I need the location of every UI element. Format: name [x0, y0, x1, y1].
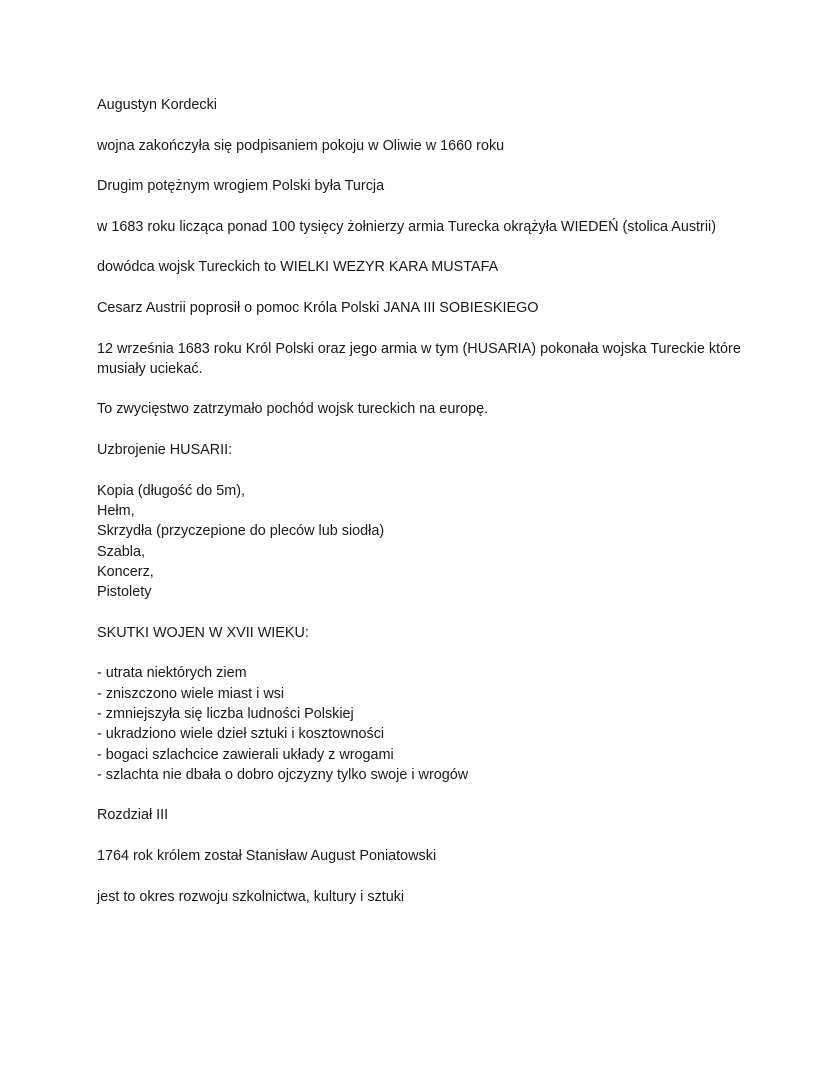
armament-item: Koncerz,	[97, 563, 154, 580]
armament-list	[97, 481, 757, 603]
paragraph-vienna-victory: 12 września 1683 roku Król Polski oraz jego armia w tym (HUSARIA) pokonała wojska Tureckie które musiały uciekać.	[97, 340, 741, 377]
armament-item: Szabla,	[97, 543, 145, 560]
effects-item: - bogaci szlachcice zawierali układy z wrogami	[97, 746, 394, 763]
armament-item: Hełm,	[97, 502, 135, 519]
paragraph-turkey-enemy: Drugim potężnym wrogiem Polski była Turcja	[97, 178, 385, 195]
armament-item: Skrzydła (przyczepione do pleców lub siodła)	[97, 523, 385, 540]
effects-item: - szlachta nie dbała o dobro ojczyzny tylko swoje i wrogów	[97, 766, 469, 783]
effects-item: - zmniejszyła się liczba ludności Polskiej	[97, 705, 354, 722]
armament-item: Pistolety	[97, 584, 152, 601]
effects-item: - ukradziono wiele dzieł sztuki i kosztowności	[97, 726, 385, 743]
document-heading: Augustyn Kordecki	[97, 97, 217, 113]
document-page	[97, 95, 757, 927]
chapter-heading: Rozdział III	[97, 807, 169, 824]
armament-item: Kopia (długość do 5m),	[97, 482, 245, 499]
paragraph-emperor-request: Cesarz Austrii poprosił o pomoc Króla Polski JANA III SOBIESKIEGO	[97, 299, 539, 316]
effects-item: - utrata niektórych ziem	[97, 665, 247, 682]
paragraph-poniatowski-king: 1764 rok królem został Stanisław August Poniatowski	[97, 847, 437, 864]
effects-heading: SKUTKI WOJEN W XVII WIEKU:	[97, 624, 309, 641]
effects-item: - zniszczono wiele miast i wsi	[97, 685, 285, 702]
paragraph-victory-effect: To zwycięstwo zatrzymało pochód wojsk tureckich na europę.	[97, 401, 489, 418]
effects-list	[97, 663, 757, 785]
paragraph-culture-development: jest to okres rozwoju szkolnictwa, kultury i sztuki	[97, 888, 405, 905]
paragraph-oliwa-peace: wojna zakończyła się podpisaniem pokoju w Oliwie w 1660 roku	[97, 137, 505, 154]
paragraph-husaria-armament-heading: Uzbrojenie HUSARII:	[97, 442, 233, 459]
paragraph-turkish-commander: dowódca wojsk Tureckich to WIELKI WEZYR KARA MUSTAFA	[97, 259, 499, 276]
paragraph-vienna-siege: w 1683 roku licząca ponad 100 tysięcy żołnierzy armia Turecka okrążyła WIEDEŃ (stolica Austrii)	[97, 218, 717, 235]
